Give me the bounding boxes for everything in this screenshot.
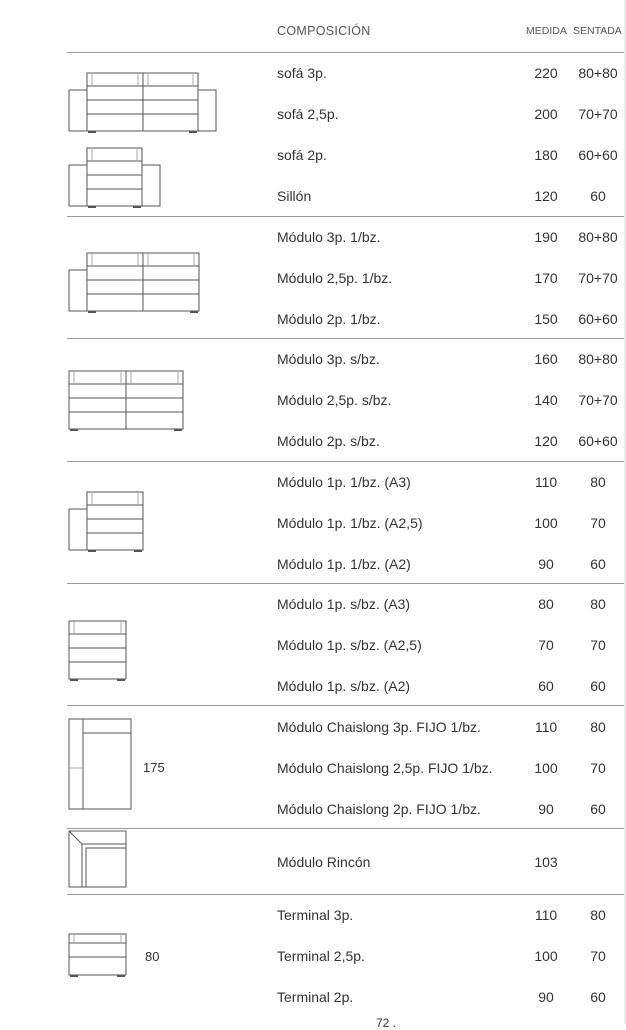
module-1p-1-arm-drawing bbox=[68, 491, 146, 553]
chaislong-drawing bbox=[68, 718, 134, 812]
row-medida: 100 bbox=[534, 760, 558, 776]
header-medida: MEDIDA bbox=[526, 25, 567, 37]
row-sentada: 60+60 bbox=[578, 147, 618, 163]
row-medida: 220 bbox=[534, 65, 558, 81]
row-sentada: 70 bbox=[590, 637, 606, 653]
row-medida: 120 bbox=[534, 433, 558, 449]
row-sentada: 70 bbox=[590, 948, 606, 964]
row-medida: 180 bbox=[534, 147, 558, 163]
row-sentada: 80 bbox=[590, 596, 606, 612]
header-composicion: COMPOSICIÓN bbox=[277, 24, 371, 38]
table-row bbox=[0, 895, 626, 936]
corner-module-drawing bbox=[68, 830, 130, 890]
terminal-drawing bbox=[68, 933, 130, 981]
row-medida: 160 bbox=[534, 351, 558, 367]
row-sentada: 70+70 bbox=[578, 106, 618, 122]
row-medida: 110 bbox=[534, 474, 558, 490]
row-name: sofá 3p. bbox=[277, 65, 327, 81]
module-1p-no-arm-drawing bbox=[68, 620, 130, 682]
chaislong-depth-label: 175 bbox=[143, 760, 165, 775]
row-medida: 70 bbox=[538, 637, 554, 653]
sofa-3-seat-drawing bbox=[68, 72, 218, 134]
row-name: Módulo 1p. s/bz. (A2) bbox=[277, 678, 411, 694]
page-number: 72 . bbox=[376, 1016, 397, 1030]
row-medida: 60 bbox=[538, 678, 554, 694]
module-1-arm-drawing bbox=[68, 252, 202, 314]
row-sentada: 80 bbox=[590, 474, 606, 490]
row-medida: 170 bbox=[534, 270, 558, 286]
row-sentada: 60 bbox=[590, 989, 606, 1005]
table-row bbox=[0, 584, 626, 625]
row-medida: 80 bbox=[538, 596, 554, 612]
row-sentada: 60+60 bbox=[578, 433, 618, 449]
row-name: Módulo 2,5p. 1/bz. bbox=[277, 270, 393, 286]
row-name: Módulo 1p. 1/bz. (A2) bbox=[277, 556, 411, 572]
row-medida: 100 bbox=[534, 515, 558, 531]
row-name: Módulo Chaislong 2p. FIJO 1/bz. bbox=[277, 801, 481, 817]
row-medida: 90 bbox=[538, 801, 554, 817]
row-name: Módulo 2p. 1/bz. bbox=[277, 311, 381, 327]
row-medida: 90 bbox=[538, 556, 554, 572]
row-sentada: 80+80 bbox=[578, 65, 618, 81]
row-sentada: 70+70 bbox=[578, 270, 618, 286]
row-name: sofá 2p. bbox=[277, 147, 327, 163]
table-header bbox=[0, 0, 626, 54]
row-medida: 110 bbox=[534, 907, 558, 923]
row-sentada: 70 bbox=[590, 515, 606, 531]
row-sentada: 80+80 bbox=[578, 229, 618, 245]
row-medida: 200 bbox=[534, 106, 558, 122]
row-sentada: 80+80 bbox=[578, 351, 618, 367]
row-name: sofá 2,5p. bbox=[277, 106, 339, 122]
row-name: Sillón bbox=[277, 188, 312, 204]
row-name: Módulo 2p. s/bz. bbox=[277, 433, 380, 449]
row-sentada: 80 bbox=[590, 719, 606, 735]
row-medida: 90 bbox=[538, 989, 554, 1005]
row-medida: 110 bbox=[534, 719, 558, 735]
row-name: Terminal 3p. bbox=[277, 907, 354, 923]
row-name: Módulo 1p. 1/bz. (A3) bbox=[277, 474, 411, 490]
row-medida: 190 bbox=[534, 229, 558, 245]
armchair-drawing bbox=[68, 147, 162, 209]
row-name: Terminal 2,5p. bbox=[277, 948, 365, 964]
row-sentada: 60 bbox=[590, 801, 606, 817]
row-medida: 103 bbox=[534, 854, 558, 870]
row-medida: 150 bbox=[534, 311, 558, 327]
row-sentada: 60 bbox=[590, 556, 606, 572]
header-sentada: SENTADA bbox=[573, 25, 622, 37]
row-sentada: 80 bbox=[590, 907, 606, 923]
row-sentada: 70+70 bbox=[578, 392, 618, 408]
row-sentada: 70 bbox=[590, 760, 606, 776]
row-medida: 100 bbox=[534, 948, 558, 964]
row-name: Módulo 1p. s/bz. (A2,5) bbox=[277, 637, 422, 653]
module-no-arm-drawing bbox=[68, 370, 186, 432]
table-row bbox=[0, 977, 626, 1018]
row-name: Módulo 3p. 1/bz. bbox=[277, 229, 381, 245]
row-name: Módulo Chaislong 3p. FIJO 1/bz. bbox=[277, 719, 481, 735]
row-medida: 140 bbox=[534, 392, 558, 408]
row-name: Módulo 3p. s/bz. bbox=[277, 351, 380, 367]
terminal-depth-label: 80 bbox=[145, 949, 160, 964]
row-sentada: 60 bbox=[590, 188, 606, 204]
row-name: Módulo 1p. s/bz. (A3) bbox=[277, 596, 411, 612]
row-sentada: 60+60 bbox=[578, 311, 618, 327]
row-name: Módulo 2,5p. s/bz. bbox=[277, 392, 392, 408]
row-medida: 120 bbox=[534, 188, 558, 204]
row-name: Terminal 2p. bbox=[277, 989, 354, 1005]
row-name: Módulo Chaislong 2,5p. FIJO 1/bz. bbox=[277, 760, 493, 776]
row-name: Módulo 1p. 1/bz. (A2,5) bbox=[277, 515, 423, 531]
row-sentada: 60 bbox=[590, 678, 606, 694]
row-name: Módulo Rincón bbox=[277, 854, 371, 870]
